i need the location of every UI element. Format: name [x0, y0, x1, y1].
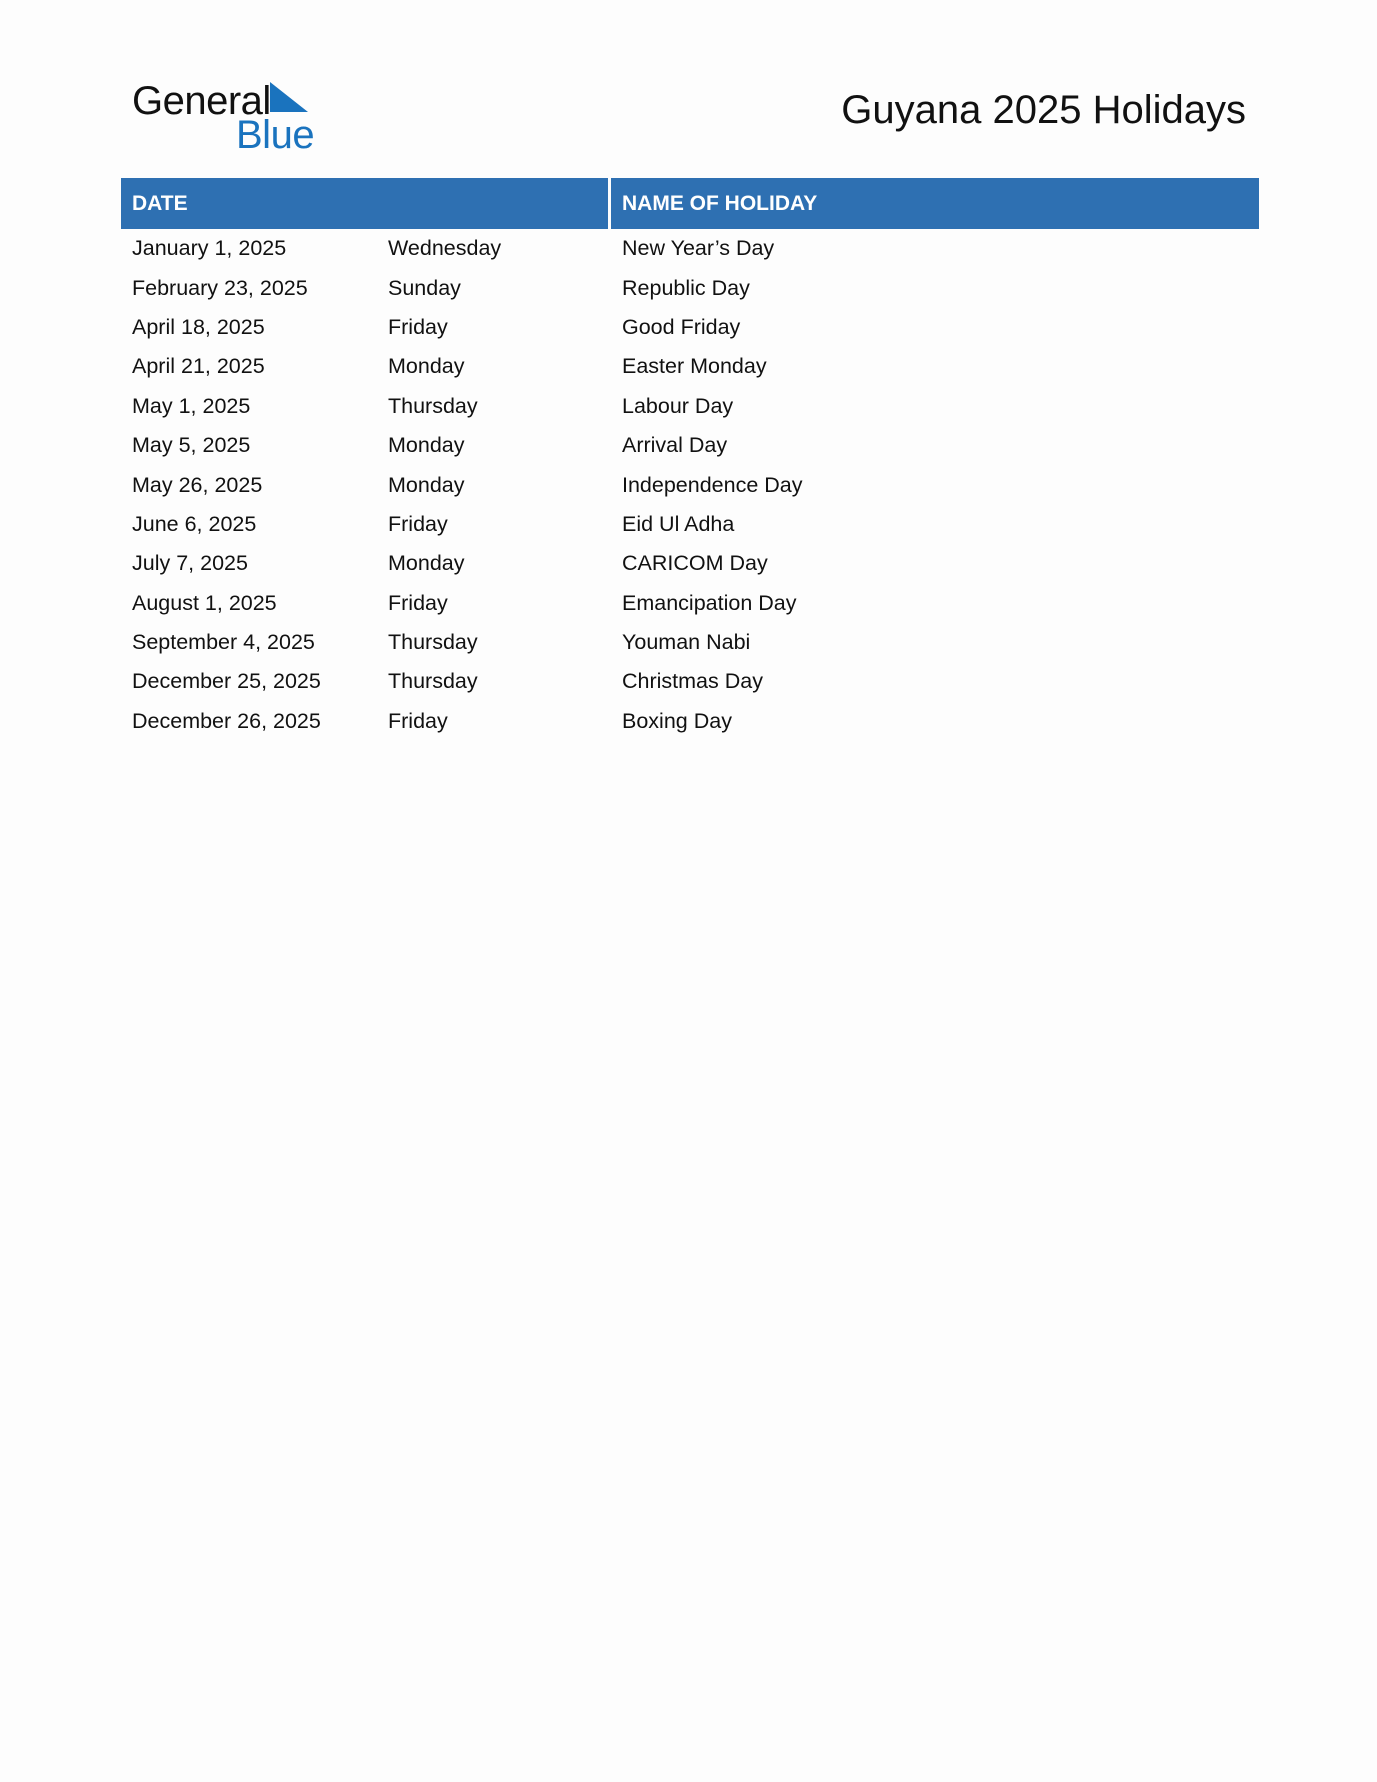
table-header — [121, 178, 1259, 229]
generalblue-logo — [132, 78, 332, 157]
cell-weekday: Sunday — [388, 275, 461, 300]
cell-date: June 6, 2025 — [132, 511, 257, 536]
logo-text-general: General — [132, 79, 271, 123]
table-row — [121, 623, 1259, 662]
table-row — [121, 308, 1259, 347]
table-row — [121, 584, 1259, 623]
cell-weekday: Friday — [388, 314, 448, 339]
cell-date: April 18, 2025 — [132, 314, 265, 339]
cell-holiday-name: Arrival Day — [622, 433, 728, 458]
header-holiday-name: NAME OF HOLIDAY — [611, 178, 1259, 229]
table-row — [121, 702, 1259, 741]
table-row — [121, 544, 1259, 583]
cell-date: December 25, 2025 — [132, 669, 321, 694]
logo-text-blue: Blue — [236, 113, 315, 157]
cell-date: September 4, 2025 — [132, 630, 315, 655]
table-row — [121, 505, 1259, 544]
cell-holiday-name: Labour Day — [622, 393, 734, 418]
cell-holiday-name: Good Friday — [622, 314, 741, 339]
cell-holiday-name: Christmas Day — [622, 669, 763, 694]
cell-weekday: Monday — [388, 472, 465, 497]
cell-holiday-name: Emancipation Day — [622, 590, 797, 615]
holiday-table — [121, 178, 1259, 741]
cell-weekday: Thursday — [388, 393, 478, 418]
cell-date: May 1, 2025 — [132, 393, 251, 418]
cell-weekday: Friday — [388, 708, 448, 733]
cell-weekday: Thursday — [388, 669, 478, 694]
table-body — [121, 229, 1259, 741]
table-row — [121, 662, 1259, 701]
cell-weekday: Monday — [388, 354, 465, 379]
cell-weekday: Monday — [388, 433, 465, 458]
cell-weekday: Wednesday — [388, 236, 502, 261]
cell-holiday-name: Youman Nabi — [622, 630, 751, 655]
table-row — [121, 387, 1259, 426]
table-row — [121, 268, 1259, 307]
cell-holiday-name: New Year’s Day — [622, 236, 775, 261]
page-title: Guyana 2025 Holidays — [841, 88, 1246, 132]
table-row — [121, 426, 1259, 465]
cell-date: April 21, 2025 — [132, 354, 265, 379]
cell-weekday: Friday — [388, 511, 448, 536]
logo-triangle-icon — [270, 82, 308, 112]
cell-holiday-name: Independence Day — [622, 472, 803, 497]
table-row — [121, 229, 1259, 268]
cell-date: December 26, 2025 — [132, 708, 321, 733]
cell-holiday-name: CARICOM Day — [622, 551, 768, 576]
cell-date: February 23, 2025 — [132, 275, 308, 300]
cell-weekday: Monday — [388, 551, 465, 576]
cell-date: August 1, 2025 — [132, 590, 277, 615]
cell-holiday-name: Republic Day — [622, 275, 750, 300]
cell-date: May 26, 2025 — [132, 472, 263, 497]
cell-weekday: Friday — [388, 590, 448, 615]
cell-holiday-name: Easter Monday — [622, 354, 767, 379]
cell-holiday-name: Eid Ul Adha — [622, 511, 735, 536]
cell-date: May 5, 2025 — [132, 433, 251, 458]
cell-date: July 7, 2025 — [132, 551, 248, 576]
header-date: DATE — [121, 178, 608, 229]
cell-holiday-name: Boxing Day — [622, 708, 732, 733]
table-row — [121, 347, 1259, 386]
table-row — [121, 465, 1259, 504]
cell-date: January 1, 2025 — [132, 236, 287, 261]
cell-weekday: Thursday — [388, 630, 478, 655]
